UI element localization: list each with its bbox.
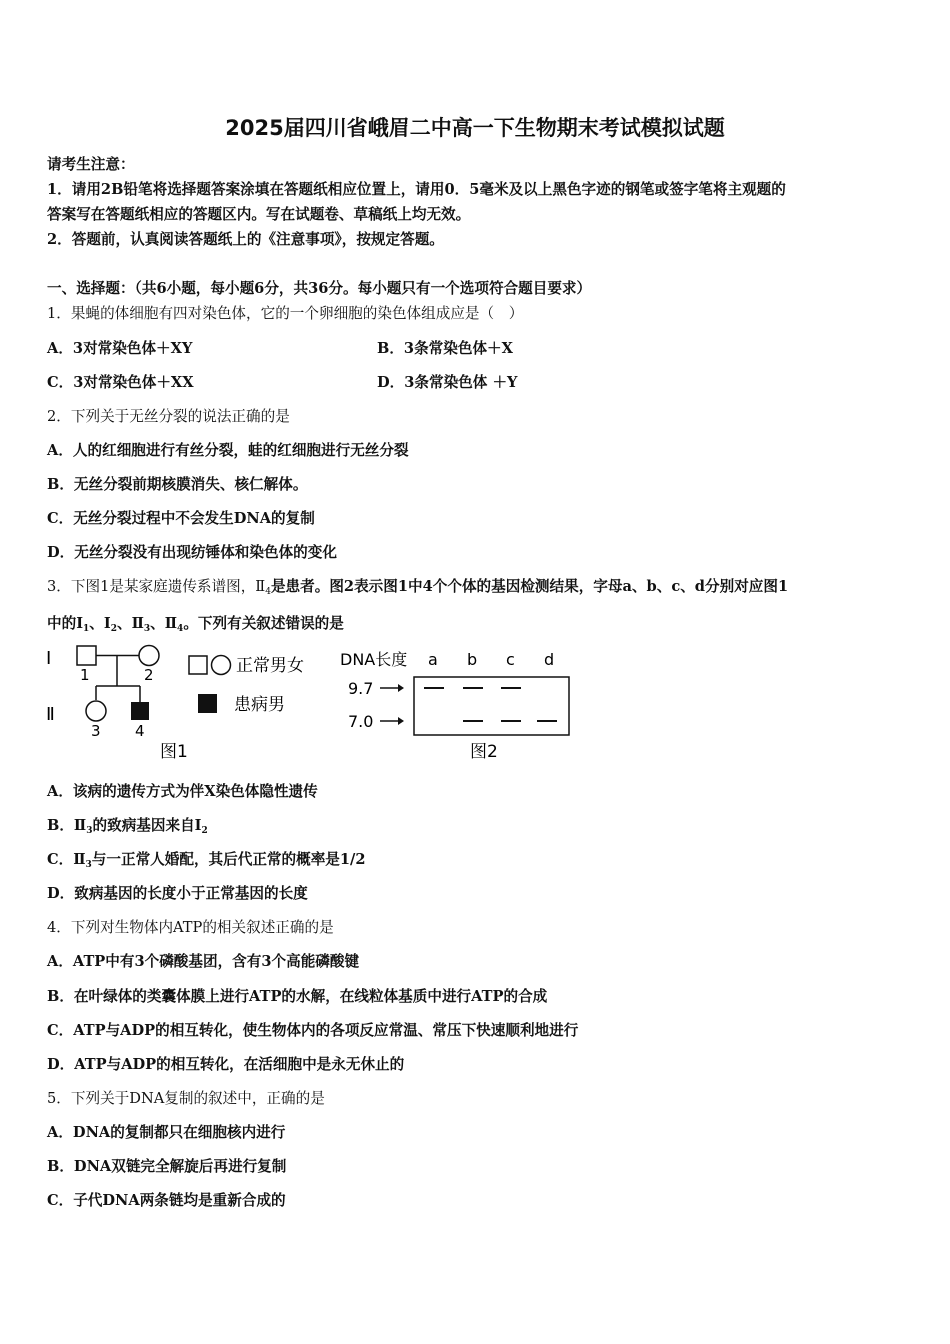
q3-stem-line-2 — [47, 612, 344, 634]
section-heading: 一、选择题：（共6小题，每小题6分，共36分。每小题只有一个选项符合题目要求） — [47, 280, 592, 297]
q1-option-b: B．3条常染色体＋X — [377, 340, 513, 357]
q1-stem: 1．果蝇的体细胞有四对染色体，它的一个卵细胞的染色体组成应是（ ） — [47, 305, 524, 322]
q5-option-a: A．DNA的复制都只在细胞核内进行 — [47, 1124, 286, 1141]
q1-option-d: D．3条常染色体 ＋Y — [377, 374, 518, 391]
q3-option-c-part: C．Ⅱ — [47, 851, 86, 868]
q3-stem-line-1 — [47, 575, 788, 597]
male-i1-square — [77, 646, 96, 665]
q3-stem-part: 3．下图1是某家庭遗传系谱图，Ⅱ — [47, 578, 266, 595]
q2-option-c: C．无丝分裂过程中不会发生DNA的复制 — [47, 510, 315, 527]
female-i2-circle — [139, 646, 159, 666]
length-label-9-7: 9.7 — [348, 679, 374, 698]
q5-option-b: B．DNA双链完全解旋后再进行复制 — [47, 1158, 287, 1175]
generation-2-label: Ⅱ — [46, 704, 55, 725]
q3-subscript: 2 — [110, 624, 117, 634]
column-label-c: c — [506, 650, 515, 669]
q2-stem: 2．下列关于无丝分裂的说法正确的是 — [47, 408, 290, 425]
q3-option-b-part: B．Ⅱ — [47, 817, 87, 834]
q3-option-b-part: 的致病基因来自Ⅰ — [92, 817, 202, 834]
arrow-7-0-head — [398, 717, 404, 725]
column-label-b: b — [467, 650, 478, 669]
individual-number-2: 2 — [144, 666, 154, 684]
q3-option-c-sub: 3 — [85, 860, 92, 870]
legend-affected-square — [198, 694, 217, 713]
generation-1-label: Ⅰ — [46, 648, 52, 669]
q4-stem: 4．下列对生物体内ATP的相关叙述正确的是 — [47, 919, 334, 936]
notice-line-1: 1．请用2B铅笔将选择题答案涂填在答题纸相应位置上，请用0．5毫米及以上黑色字迹的钢笔或签字笔将主观题的 — [47, 181, 786, 198]
q3-stem-part: 是患者。图2表示图1中4个个体的基因检测结果，字母a、b、c、d分别对应图1 — [270, 578, 789, 595]
individual-number-1: 1 — [80, 666, 90, 684]
legend-affected-label: 患病男 — [234, 695, 285, 715]
q3-stem-subscript: 4 — [265, 587, 271, 597]
q3-option-b-sub: 2 — [201, 826, 208, 836]
arrow-9-7-head — [398, 684, 404, 692]
individual-number-3: 3 — [91, 722, 101, 740]
affected-male-ii4-square — [131, 702, 149, 720]
q3-subscript: 1 — [83, 624, 90, 634]
length-label-7-0: 7.0 — [348, 712, 374, 731]
figure-2-caption: 图2 — [470, 742, 498, 762]
q3-stem-part: 、Ⅱ — [116, 615, 144, 632]
q3-option-b-sub: 3 — [86, 826, 93, 836]
individual-number-4: 4 — [135, 722, 145, 740]
figure-1-caption: 图1 — [160, 742, 188, 762]
q5-stem: 5．下列关于DNA复制的叙述中，正确的是 — [47, 1090, 325, 1107]
genetics-figure — [40, 640, 580, 770]
column-label-d: d — [544, 650, 555, 669]
q1-option-a: A．3对常染色体＋XY — [47, 340, 193, 357]
q2-option-a: A．人的红细胞进行有丝分裂，蛙的红细胞进行无丝分裂 — [47, 442, 409, 459]
q4-option-a: A．ATP中有3个磷酸基团，含有3个高能磷酸键 — [47, 953, 360, 970]
q3-subscript: 4 — [177, 624, 184, 634]
q1-option-c: C．3对常染色体＋XX — [47, 374, 194, 391]
legend-normal-male-square — [189, 656, 207, 674]
legend-normal-female-circle — [212, 656, 231, 675]
q3-option-d: D．致病基因的长度小于正常基因的长度 — [47, 885, 308, 902]
q4-option-b: B．在叶绿体的类囊体膜上进行ATP的水解，在线粒体基质中进行ATP的合成 — [47, 988, 548, 1005]
q4-option-d: D．ATP与ADP的相互转化，在活细胞中是永无休止的 — [47, 1056, 405, 1073]
q2-option-b: B．无丝分裂前期核膜消失、核仁解体。 — [47, 476, 308, 493]
q3-option-c — [47, 848, 366, 870]
notice-line-3: 2．答题前，认真阅读答题纸上的《注意事项》，按规定答题。 — [47, 231, 444, 248]
notice-heading: 请考生注意： — [47, 156, 135, 173]
q3-stem-part: 、Ⅱ — [150, 615, 178, 632]
legend-normal-label: 正常男女 — [236, 656, 304, 676]
q3-stem-part: 、Ⅰ — [89, 615, 111, 632]
q3-option-b — [47, 814, 208, 836]
q3-option-a: A．该病的遗传方式为伴X染色体隐性遗传 — [47, 783, 318, 800]
q3-subscript: 3 — [143, 624, 151, 634]
q3-stem-part: 中的Ⅰ — [47, 615, 84, 632]
notice-line-2: 答案写在答题纸相应的答题区内。写在试题卷、草稿纸上均无效。 — [47, 206, 471, 223]
q3-stem-part: 。下列有关叙述错误的是 — [183, 615, 344, 632]
page-title: 2025届四川省峨眉二中高一下生物期末考试模拟试题 — [225, 116, 725, 140]
q3-option-c-part: 与一正常人婚配，其后代正常的概率是1/2 — [91, 851, 366, 868]
column-label-a: a — [428, 650, 438, 669]
q5-option-c: C．子代DNA两条链均是重新合成的 — [47, 1192, 286, 1209]
dna-length-label: DNA长度 — [340, 650, 408, 669]
female-ii3-circle — [86, 701, 106, 721]
q2-option-d: D．无丝分裂没有出现纺锤体和染色体的变化 — [47, 544, 337, 561]
q4-option-c: C．ATP与ADP的相互转化，使生物体内的各项反应常温、常压下快速顺利地进行 — [47, 1022, 579, 1039]
gel-box — [414, 677, 569, 735]
